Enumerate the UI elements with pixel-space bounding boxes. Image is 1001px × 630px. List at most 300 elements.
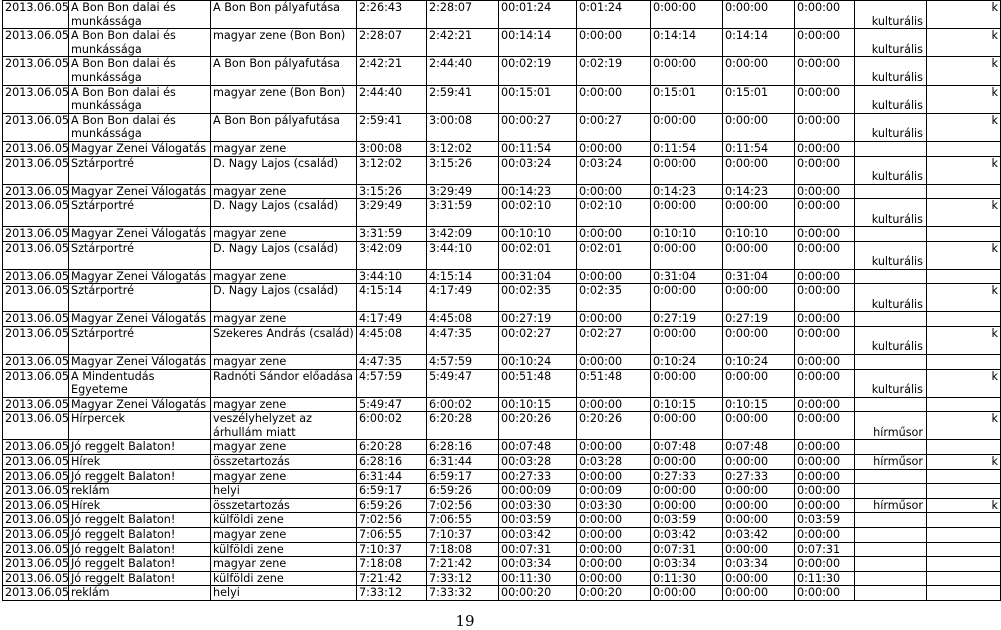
column-3-cell: 0:00:00 [723, 326, 795, 354]
program-cell: Jó reggelt Balaton! [69, 542, 211, 557]
title-cell: Radnóti Sándor előadása [211, 369, 357, 397]
genre-cell [855, 571, 927, 586]
column-3-cell: 0:14:14 [723, 29, 795, 57]
genre-cell: kulturális [855, 1, 927, 29]
broadcast-log-table [2, 0, 1001, 601]
table-row [3, 528, 1001, 543]
column-3-cell: 0:00:00 [723, 156, 795, 184]
start-time-cell: 5:49:47 [357, 397, 427, 412]
duration-cell: 00:00:27 [499, 113, 577, 141]
flag-cell [927, 484, 1001, 499]
title-cell: külföldi zene [211, 571, 357, 586]
column-2-cell: 0:00:00 [651, 586, 723, 601]
genre-cell: kulturális [855, 85, 927, 113]
end-time-cell: 2:42:21 [427, 29, 499, 57]
start-time-cell: 7:02:56 [357, 513, 427, 528]
program-cell: A Bon Bon dalai és munkássága [69, 1, 211, 29]
table-row [3, 57, 1001, 85]
flag-cell: k [927, 57, 1001, 85]
date-cell: 2013.06.05 [3, 199, 69, 227]
column-1-cell: 0:02:35 [577, 284, 651, 312]
genre-cell [855, 586, 927, 601]
column-1-cell: 0:00:09 [577, 484, 651, 499]
program-cell: Hírek [69, 455, 211, 470]
start-time-cell: 7:18:08 [357, 557, 427, 572]
flag-cell [927, 184, 1001, 199]
column-3-cell: 0:00:00 [723, 484, 795, 499]
column-1-cell: 0:00:00 [577, 312, 651, 327]
genre-cell [855, 269, 927, 284]
date-cell: 2013.06.05 [3, 269, 69, 284]
end-time-cell: 2:59:41 [427, 85, 499, 113]
genre-cell: hírműsor [855, 498, 927, 513]
program-cell: Magyar Zenei Válogatás [69, 141, 211, 156]
column-3-cell: 0:00:00 [723, 513, 795, 528]
title-cell: veszélyhelyzet az árhullám miatt [211, 412, 357, 440]
title-cell: magyar zene [211, 227, 357, 242]
flag-cell: k [927, 412, 1001, 440]
flag-cell [927, 397, 1001, 412]
table-row [3, 284, 1001, 312]
table-row [3, 498, 1001, 513]
flag-cell [927, 528, 1001, 543]
end-time-cell: 2:28:07 [427, 1, 499, 29]
title-cell: Szekeres András (család) [211, 326, 357, 354]
flag-cell [927, 513, 1001, 528]
title-cell: külföldi zene [211, 542, 357, 557]
column-2-cell: 0:00:00 [651, 113, 723, 141]
start-time-cell: 3:29:49 [357, 199, 427, 227]
genre-cell [855, 557, 927, 572]
duration-cell: 00:15:01 [499, 85, 577, 113]
table-row [3, 354, 1001, 369]
end-time-cell: 6:20:28 [427, 412, 499, 440]
column-2-cell: 0:27:19 [651, 312, 723, 327]
program-cell: Magyar Zenei Válogatás [69, 312, 211, 327]
column-1-cell: 0:00:00 [577, 141, 651, 156]
table-row [3, 326, 1001, 354]
start-time-cell: 3:44:10 [357, 269, 427, 284]
flag-cell [927, 312, 1001, 327]
title-cell: D. Nagy Lajos (család) [211, 199, 357, 227]
column-3-cell: 0:00:00 [723, 1, 795, 29]
duration-cell: 00:51:48 [499, 369, 577, 397]
date-cell: 2013.06.05 [3, 29, 69, 57]
genre-cell: hírműsor [855, 412, 927, 440]
column-4-cell: 0:00:00 [795, 85, 855, 113]
date-cell: 2013.06.05 [3, 412, 69, 440]
end-time-cell: 6:59:26 [427, 484, 499, 499]
column-3-cell: 0:10:15 [723, 397, 795, 412]
end-time-cell: 7:33:32 [427, 586, 499, 601]
column-1-cell: 0:03:30 [577, 498, 651, 513]
column-2-cell: 0:00:00 [651, 156, 723, 184]
date-cell: 2013.06.05 [3, 184, 69, 199]
column-1-cell: 0:00:00 [577, 440, 651, 455]
duration-cell: 00:03:30 [499, 498, 577, 513]
table-row [3, 571, 1001, 586]
title-cell: D. Nagy Lajos (család) [211, 241, 357, 269]
end-time-cell: 3:00:08 [427, 113, 499, 141]
end-time-cell: 4:45:08 [427, 312, 499, 327]
column-1-cell: 0:03:28 [577, 455, 651, 470]
flag-cell: k [927, 1, 1001, 29]
column-2-cell: 0:07:31 [651, 542, 723, 557]
title-cell: A Bon Bon pályafutása [211, 113, 357, 141]
duration-cell: 00:14:14 [499, 29, 577, 57]
column-4-cell: 0:00:00 [795, 1, 855, 29]
start-time-cell: 3:15:26 [357, 184, 427, 199]
start-time-cell: 7:10:37 [357, 542, 427, 557]
start-time-cell: 3:42:09 [357, 241, 427, 269]
column-3-cell: 0:00:00 [723, 113, 795, 141]
column-1-cell: 0:51:48 [577, 369, 651, 397]
column-2-cell: 0:00:00 [651, 241, 723, 269]
table-row [3, 269, 1001, 284]
column-3-cell: 0:27:33 [723, 469, 795, 484]
duration-cell: 00:07:48 [499, 440, 577, 455]
duration-cell: 00:27:33 [499, 469, 577, 484]
genre-cell: kulturális [855, 199, 927, 227]
column-3-cell: 0:03:42 [723, 528, 795, 543]
flag-cell: k [927, 29, 1001, 57]
title-cell: D. Nagy Lajos (család) [211, 284, 357, 312]
program-cell: Sztárportré [69, 241, 211, 269]
table-row [3, 369, 1001, 397]
column-4-cell: 0:00:00 [795, 557, 855, 572]
start-time-cell: 2:44:40 [357, 85, 427, 113]
start-time-cell: 4:47:35 [357, 354, 427, 369]
table-row [3, 542, 1001, 557]
date-cell: 2013.06.05 [3, 1, 69, 29]
column-2-cell: 0:00:00 [651, 326, 723, 354]
title-cell: magyar zene (Bon Bon) [211, 29, 357, 57]
duration-cell: 00:10:24 [499, 354, 577, 369]
column-3-cell: 0:07:48 [723, 440, 795, 455]
column-1-cell: 0:00:00 [577, 469, 651, 484]
column-4-cell: 0:00:00 [795, 241, 855, 269]
title-cell: magyar zene [211, 312, 357, 327]
end-time-cell: 3:12:02 [427, 141, 499, 156]
column-4-cell: 0:11:30 [795, 571, 855, 586]
program-cell: A Bon Bon dalai és munkássága [69, 29, 211, 57]
end-time-cell: 7:18:08 [427, 542, 499, 557]
start-time-cell: 6:28:16 [357, 455, 427, 470]
start-time-cell: 6:31:44 [357, 469, 427, 484]
page-number: 19 [455, 612, 475, 630]
start-time-cell: 2:28:07 [357, 29, 427, 57]
duration-cell: 00:02:35 [499, 284, 577, 312]
column-1-cell: 0:00:27 [577, 113, 651, 141]
column-2-cell: 0:27:33 [651, 469, 723, 484]
program-cell: Sztárportré [69, 156, 211, 184]
column-3-cell: 0:00:00 [723, 455, 795, 470]
column-2-cell: 0:11:30 [651, 571, 723, 586]
end-time-cell: 5:49:47 [427, 369, 499, 397]
table-row [3, 1, 1001, 29]
column-4-cell: 0:00:00 [795, 199, 855, 227]
title-cell: magyar zene [211, 469, 357, 484]
date-cell: 2013.06.05 [3, 141, 69, 156]
program-cell: Sztárportré [69, 326, 211, 354]
end-time-cell: 6:31:44 [427, 455, 499, 470]
program-cell: Jó reggelt Balaton! [69, 469, 211, 484]
date-cell: 2013.06.05 [3, 513, 69, 528]
column-1-cell: 0:00:00 [577, 354, 651, 369]
end-time-cell: 7:10:37 [427, 528, 499, 543]
duration-cell: 00:11:30 [499, 571, 577, 586]
column-4-cell: 0:00:00 [795, 227, 855, 242]
end-time-cell: 4:17:49 [427, 284, 499, 312]
column-4-cell: 0:00:00 [795, 29, 855, 57]
column-1-cell: 0:00:00 [577, 227, 651, 242]
start-time-cell: 6:59:26 [357, 498, 427, 513]
title-cell: magyar zene [211, 557, 357, 572]
flag-cell: k [927, 369, 1001, 397]
flag-cell: k [927, 455, 1001, 470]
end-time-cell: 3:44:10 [427, 241, 499, 269]
column-1-cell: 0:02:27 [577, 326, 651, 354]
column-1-cell: 0:02:01 [577, 241, 651, 269]
date-cell: 2013.06.05 [3, 571, 69, 586]
end-time-cell: 6:00:02 [427, 397, 499, 412]
column-2-cell: 0:03:34 [651, 557, 723, 572]
genre-cell [855, 542, 927, 557]
duration-cell: 00:03:24 [499, 156, 577, 184]
column-1-cell: 0:00:00 [577, 571, 651, 586]
column-1-cell: 0:00:00 [577, 397, 651, 412]
end-time-cell: 7:33:12 [427, 571, 499, 586]
program-cell: A Bon Bon dalai és munkássága [69, 85, 211, 113]
end-time-cell: 6:28:16 [427, 440, 499, 455]
duration-cell: 00:27:19 [499, 312, 577, 327]
duration-cell: 00:03:28 [499, 455, 577, 470]
column-3-cell: 0:00:00 [723, 57, 795, 85]
table-row [3, 141, 1001, 156]
date-cell: 2013.06.05 [3, 241, 69, 269]
table-row [3, 455, 1001, 470]
title-cell: magyar zene [211, 528, 357, 543]
program-cell: Hírek [69, 498, 211, 513]
flag-cell: k [927, 241, 1001, 269]
date-cell: 2013.06.05 [3, 586, 69, 601]
column-1-cell: 0:00:00 [577, 184, 651, 199]
column-3-cell: 0:10:24 [723, 354, 795, 369]
column-2-cell: 0:03:59 [651, 513, 723, 528]
duration-cell: 00:14:23 [499, 184, 577, 199]
table-row [3, 227, 1001, 242]
date-cell: 2013.06.05 [3, 557, 69, 572]
column-4-cell: 0:00:00 [795, 484, 855, 499]
date-cell: 2013.06.05 [3, 369, 69, 397]
genre-cell: hírműsor [855, 455, 927, 470]
table-row [3, 557, 1001, 572]
column-4-cell: 0:00:00 [795, 184, 855, 199]
column-3-cell: 0:11:54 [723, 141, 795, 156]
flag-cell [927, 440, 1001, 455]
column-3-cell: 0:31:04 [723, 269, 795, 284]
duration-cell: 00:03:42 [499, 528, 577, 543]
program-cell: Magyar Zenei Válogatás [69, 397, 211, 412]
date-cell: 2013.06.05 [3, 440, 69, 455]
column-3-cell: 0:00:00 [723, 241, 795, 269]
column-4-cell: 0:00:00 [795, 498, 855, 513]
column-2-cell: 0:11:54 [651, 141, 723, 156]
column-3-cell: 0:00:00 [723, 369, 795, 397]
start-time-cell: 6:59:17 [357, 484, 427, 499]
title-cell: helyi [211, 484, 357, 499]
date-cell: 2013.06.05 [3, 484, 69, 499]
column-3-cell: 0:14:23 [723, 184, 795, 199]
title-cell: magyar zene [211, 141, 357, 156]
column-1-cell: 0:00:00 [577, 85, 651, 113]
duration-cell: 00:20:26 [499, 412, 577, 440]
column-2-cell: 0:15:01 [651, 85, 723, 113]
column-3-cell: 0:00:00 [723, 412, 795, 440]
end-time-cell: 3:42:09 [427, 227, 499, 242]
date-cell: 2013.06.05 [3, 85, 69, 113]
table-row [3, 484, 1001, 499]
column-1-cell: 0:00:00 [577, 528, 651, 543]
date-cell: 2013.06.05 [3, 284, 69, 312]
flag-cell [927, 269, 1001, 284]
program-cell: Jó reggelt Balaton! [69, 557, 211, 572]
date-cell: 2013.06.05 [3, 156, 69, 184]
program-cell: Sztárportré [69, 199, 211, 227]
start-time-cell: 3:12:02 [357, 156, 427, 184]
column-4-cell: 0:03:59 [795, 513, 855, 528]
column-1-cell: 0:03:24 [577, 156, 651, 184]
flag-cell: k [927, 85, 1001, 113]
program-cell: Jó reggelt Balaton! [69, 528, 211, 543]
date-cell: 2013.06.05 [3, 57, 69, 85]
title-cell: összetartozás [211, 455, 357, 470]
genre-cell: kulturális [855, 326, 927, 354]
start-time-cell: 2:59:41 [357, 113, 427, 141]
date-cell: 2013.06.05 [3, 528, 69, 543]
table-row [3, 412, 1001, 440]
program-cell: Magyar Zenei Válogatás [69, 354, 211, 369]
start-time-cell: 4:15:14 [357, 284, 427, 312]
table-row [3, 513, 1001, 528]
column-2-cell: 0:07:48 [651, 440, 723, 455]
start-time-cell: 3:31:59 [357, 227, 427, 242]
column-1-cell: 0:01:24 [577, 1, 651, 29]
genre-cell [855, 469, 927, 484]
genre-cell: kulturális [855, 369, 927, 397]
table-row [3, 184, 1001, 199]
table-row [3, 29, 1001, 57]
column-4-cell: 0:00:00 [795, 269, 855, 284]
column-4-cell: 0:00:00 [795, 284, 855, 312]
start-time-cell: 7:33:12 [357, 586, 427, 601]
program-cell: Jó reggelt Balaton! [69, 440, 211, 455]
date-cell: 2013.06.05 [3, 469, 69, 484]
genre-cell [855, 513, 927, 528]
genre-cell [855, 354, 927, 369]
column-1-cell: 0:00:00 [577, 513, 651, 528]
genre-cell [855, 528, 927, 543]
start-time-cell: 4:57:59 [357, 369, 427, 397]
genre-cell [855, 484, 927, 499]
table-row [3, 312, 1001, 327]
flag-cell [927, 571, 1001, 586]
column-1-cell: 0:02:10 [577, 199, 651, 227]
flag-cell [927, 586, 1001, 601]
genre-cell [855, 397, 927, 412]
date-cell: 2013.06.05 [3, 455, 69, 470]
program-cell: reklám [69, 586, 211, 601]
column-2-cell: 0:31:04 [651, 269, 723, 284]
column-3-cell: 0:03:34 [723, 557, 795, 572]
column-2-cell: 0:14:23 [651, 184, 723, 199]
end-time-cell: 4:15:14 [427, 269, 499, 284]
program-cell: Magyar Zenei Válogatás [69, 184, 211, 199]
program-cell: Magyar Zenei Válogatás [69, 269, 211, 284]
table-row [3, 397, 1001, 412]
start-time-cell: 7:06:55 [357, 528, 427, 543]
table-row [3, 113, 1001, 141]
flag-cell: k [927, 284, 1001, 312]
start-time-cell: 7:21:42 [357, 571, 427, 586]
column-2-cell: 0:00:00 [651, 284, 723, 312]
title-cell: összetartozás [211, 498, 357, 513]
date-cell: 2013.06.05 [3, 354, 69, 369]
program-cell: Sztárportré [69, 284, 211, 312]
genre-cell [855, 227, 927, 242]
start-time-cell: 6:20:28 [357, 440, 427, 455]
column-1-cell: 0:02:19 [577, 57, 651, 85]
flag-cell: k [927, 199, 1001, 227]
genre-cell: kulturális [855, 284, 927, 312]
column-4-cell: 0:00:00 [795, 440, 855, 455]
column-2-cell: 0:00:00 [651, 199, 723, 227]
table-row [3, 241, 1001, 269]
column-2-cell: 0:00:00 [651, 57, 723, 85]
column-2-cell: 0:10:10 [651, 227, 723, 242]
program-cell: Magyar Zenei Válogatás [69, 227, 211, 242]
duration-cell: 00:07:31 [499, 542, 577, 557]
title-cell: magyar zene (Bon Bon) [211, 85, 357, 113]
column-1-cell: 0:20:26 [577, 412, 651, 440]
column-4-cell: 0:00:00 [795, 141, 855, 156]
table-row [3, 156, 1001, 184]
program-cell: reklám [69, 484, 211, 499]
end-time-cell: 3:29:49 [427, 184, 499, 199]
flag-cell [927, 227, 1001, 242]
column-4-cell: 0:07:31 [795, 542, 855, 557]
column-1-cell: 0:00:00 [577, 557, 651, 572]
column-4-cell: 0:00:00 [795, 312, 855, 327]
date-cell: 2013.06.05 [3, 542, 69, 557]
column-2-cell: 0:10:24 [651, 354, 723, 369]
table-row [3, 586, 1001, 601]
date-cell: 2013.06.05 [3, 397, 69, 412]
column-1-cell: 0:00:00 [577, 29, 651, 57]
column-3-cell: 0:27:19 [723, 312, 795, 327]
title-cell: magyar zene [211, 269, 357, 284]
column-3-cell: 0:00:00 [723, 284, 795, 312]
program-cell: A Bon Bon dalai és munkássága [69, 113, 211, 141]
title-cell: A Bon Bon pályafutása [211, 57, 357, 85]
title-cell: magyar zene [211, 354, 357, 369]
duration-cell: 00:02:19 [499, 57, 577, 85]
program-cell: Hírpercek [69, 412, 211, 440]
date-cell: 2013.06.05 [3, 312, 69, 327]
column-4-cell: 0:00:00 [795, 354, 855, 369]
column-3-cell: 0:10:10 [723, 227, 795, 242]
flag-cell [927, 354, 1001, 369]
